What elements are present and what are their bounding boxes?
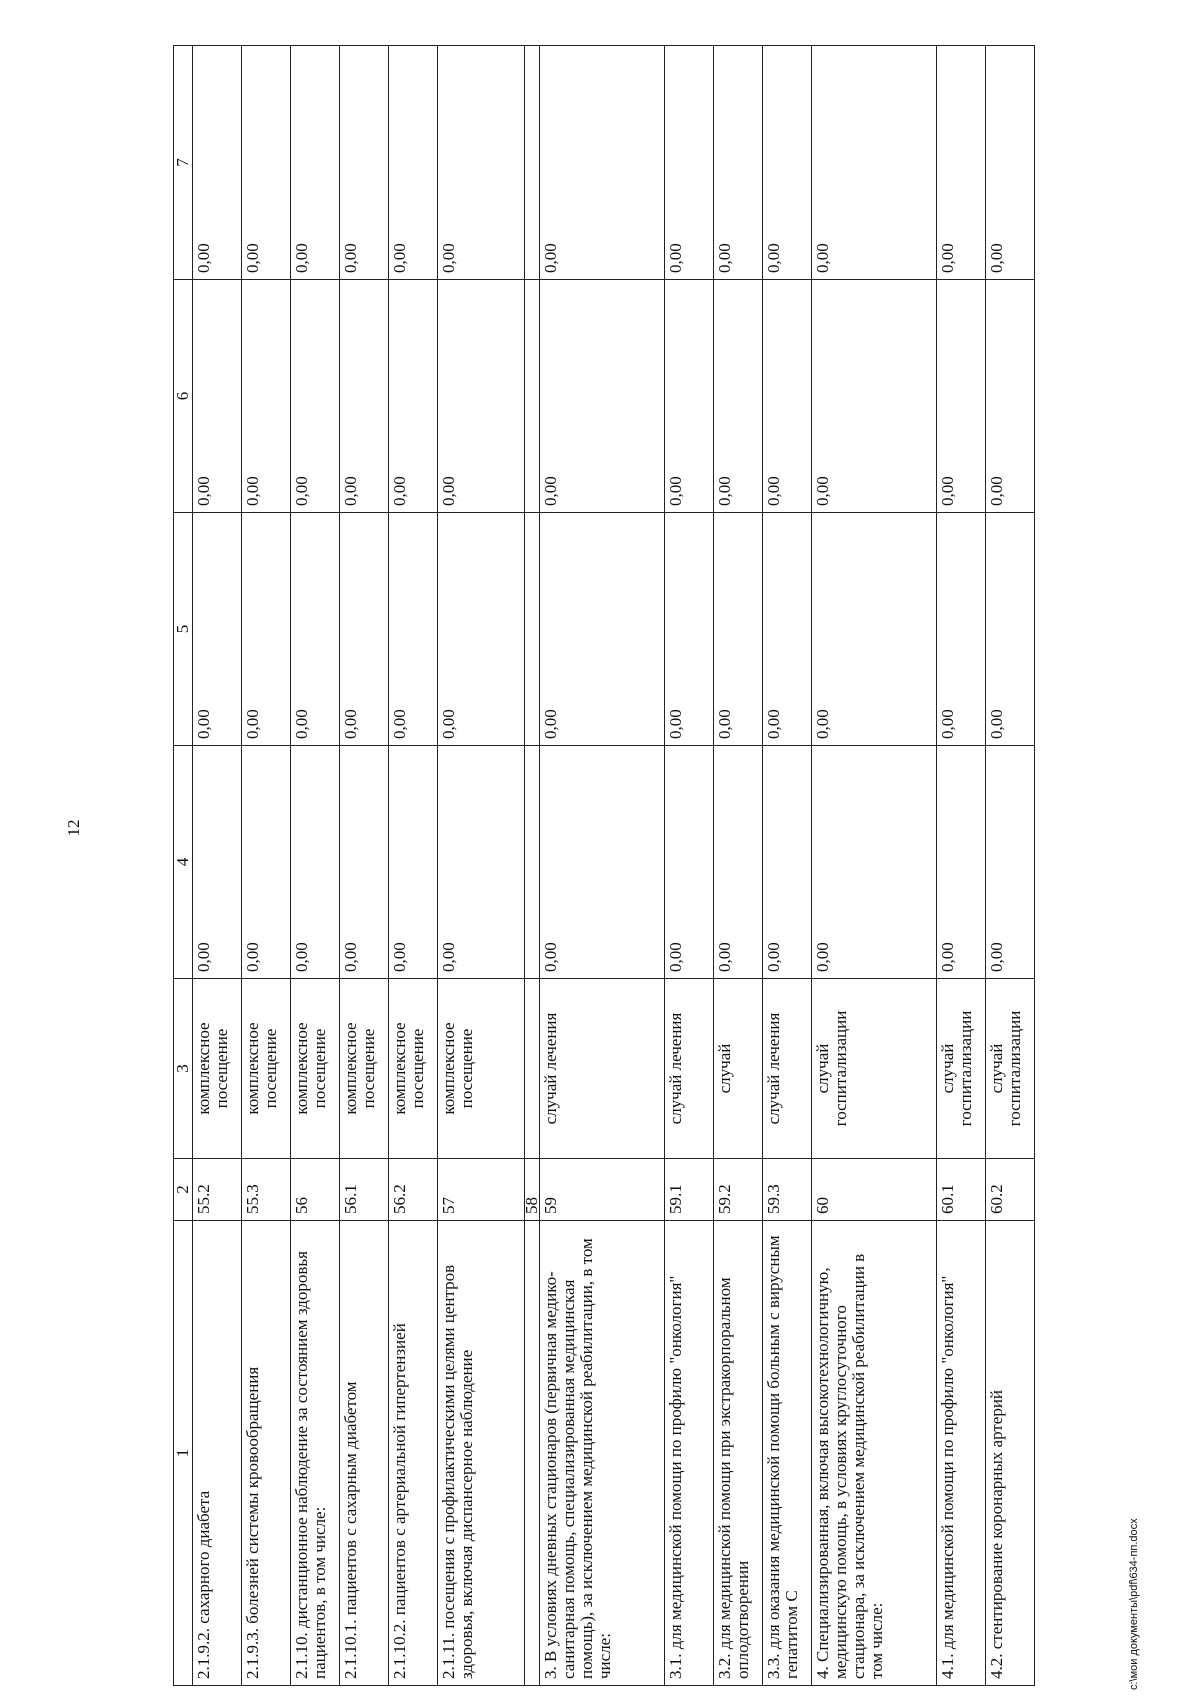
- row-name-cell: 3.3. для оказания медицинской помощи больным с вирусным гепатитом С: [763, 1221, 812, 1686]
- row-value-cell-6: 0,00: [291, 280, 340, 513]
- row-unit-cell: комплексное посещение: [340, 979, 389, 1159]
- row-value-cell-5: 0,00: [389, 513, 438, 746]
- row-value-cell-6: 0,00: [665, 280, 714, 513]
- table-row: [242, 46, 291, 1686]
- row-value-cell-4: 0,00: [389, 746, 438, 979]
- row-value-cell-7: 0,00: [291, 46, 340, 280]
- header-cell-2: 2: [174, 1159, 193, 1221]
- row-value-cell-4: 0,00: [340, 746, 389, 979]
- row-unit-cell: комплексное посещение: [438, 979, 525, 1159]
- row-name-cell: 3.2. для медицинской помощи при экстракорпоральном оплодотворении: [714, 1221, 763, 1686]
- table-row: [540, 46, 665, 1686]
- row-name-cell: 4.2. стентирование коронарных артерий: [986, 1221, 1035, 1686]
- row-value-cell-7: 0,00: [763, 46, 812, 280]
- row-value-cell-5: 0,00: [937, 513, 986, 746]
- row-value-cell-7: 0,00: [540, 46, 665, 280]
- page-number: 12: [64, 819, 83, 837]
- table-row: [812, 46, 937, 1686]
- row-value-cell-4: 0,00: [193, 746, 242, 979]
- header-cell-4: 4: [174, 746, 193, 979]
- table-row: [438, 46, 525, 1686]
- row-name-cell: 2.1.10.1. пациентов с сахарным диабетом: [340, 1221, 389, 1686]
- row-value-cell-5: [525, 513, 540, 746]
- row-value-cell-7: 0,00: [714, 46, 763, 280]
- row-value-cell-5: 0,00: [714, 513, 763, 746]
- table-row: [340, 46, 389, 1686]
- row-value-cell-5: 0,00: [193, 513, 242, 746]
- table-body: [174, 46, 1035, 1686]
- table-row: [763, 46, 812, 1686]
- table-row: [291, 46, 340, 1686]
- row-code-cell: 56.1: [340, 1159, 389, 1221]
- row-name-cell: 4.1. для медицинской помощи по профилю "онкология": [937, 1221, 986, 1686]
- row-name-cell: [525, 1221, 540, 1686]
- row-code-cell: 55.2: [193, 1159, 242, 1221]
- row-unit-cell: случай госпитализации: [812, 979, 937, 1159]
- row-unit-cell: случай лечения: [540, 979, 665, 1159]
- row-value-cell-6: 0,00: [763, 280, 812, 513]
- row-value-cell-7: 0,00: [193, 46, 242, 280]
- header-cell-3: 3: [174, 979, 193, 1159]
- row-name-cell: 2.1.9.3. болезней системы кровообращения: [242, 1221, 291, 1686]
- row-value-cell-5: 0,00: [438, 513, 525, 746]
- row-unit-cell: случай госпитализации: [986, 979, 1035, 1159]
- row-value-cell-5: 0,00: [986, 513, 1035, 746]
- row-value-cell-6: 0,00: [438, 280, 525, 513]
- row-value-cell-7: [525, 46, 540, 280]
- header-row: [174, 46, 193, 1686]
- row-value-cell-5: 0,00: [665, 513, 714, 746]
- row-code-cell: 56.2: [389, 1159, 438, 1221]
- table-row: [389, 46, 438, 1686]
- row-value-cell-5: 0,00: [540, 513, 665, 746]
- row-value-cell-6: 0,00: [986, 280, 1035, 513]
- row-value-cell-7: 0,00: [937, 46, 986, 280]
- row-unit-cell: случай: [714, 979, 763, 1159]
- row-name-cell: 2.1.11. посещения с профилактическими целями центров здоровья, включая диспансерное наблюдение: [438, 1221, 525, 1686]
- row-value-cell-6: 0,00: [714, 280, 763, 513]
- row-value-cell-4: 0,00: [937, 746, 986, 979]
- data-table: [173, 45, 1035, 1686]
- row-name-cell: 4. Специализированная, включая высокотехнологичную, медицинскую помощь, в условиях круглосуточного стационара, за исключением медицинской реабилитации в том числе:: [812, 1221, 937, 1686]
- row-name-cell: 3.1. для медицинской помощи по профилю "онкология": [665, 1221, 714, 1686]
- rotated-table-container: [173, 46, 1024, 1686]
- row-value-cell-6: 0,00: [540, 280, 665, 513]
- row-value-cell-4: 0,00: [763, 746, 812, 979]
- header-cell-5: 5: [174, 513, 193, 746]
- row-value-cell-4: 0,00: [986, 746, 1035, 979]
- row-value-cell-7: 0,00: [242, 46, 291, 280]
- row-code-cell: 59.1: [665, 1159, 714, 1221]
- row-value-cell-4: 0,00: [438, 746, 525, 979]
- row-code-cell: 59.2: [714, 1159, 763, 1221]
- row-unit-cell: комплексное посещение: [389, 979, 438, 1159]
- row-code-cell: 59: [540, 1159, 665, 1221]
- row-value-cell-6: 0,00: [193, 280, 242, 513]
- row-value-cell-7: 0,00: [340, 46, 389, 280]
- row-value-cell-7: 0,00: [389, 46, 438, 280]
- row-unit-cell: случай лечения: [763, 979, 812, 1159]
- table-row: [986, 46, 1035, 1686]
- row-unit-cell: комплексное посещение: [193, 979, 242, 1159]
- row-value-cell-5: 0,00: [242, 513, 291, 746]
- row-value-cell-6: 0,00: [340, 280, 389, 513]
- header-cell-6: 6: [174, 280, 193, 513]
- row-value-cell-6: 0,00: [812, 280, 937, 513]
- table-row: [525, 46, 540, 1686]
- row-value-cell-4: 0,00: [714, 746, 763, 979]
- table-row: [714, 46, 763, 1686]
- row-value-cell-5: 0,00: [763, 513, 812, 746]
- row-value-cell-4: 0,00: [540, 746, 665, 979]
- row-code-cell: 60.2: [986, 1159, 1035, 1221]
- row-value-cell-7: 0,00: [986, 46, 1035, 280]
- row-value-cell-6: 0,00: [242, 280, 291, 513]
- header-cell-7: 7: [174, 46, 193, 280]
- row-value-cell-6: 0,00: [937, 280, 986, 513]
- row-value-cell-7: 0,00: [812, 46, 937, 280]
- footer-file-path: c:\мои документы\pdf\634-пп.docx: [1128, 1518, 1140, 1690]
- row-code-cell: 58: [525, 1159, 540, 1221]
- row-code-cell: 55.3: [242, 1159, 291, 1221]
- row-name-cell: 2.1.9.2. сахарного диабета: [193, 1221, 242, 1686]
- row-code-cell: 60: [812, 1159, 937, 1221]
- header-cell-1: 1: [174, 1221, 193, 1686]
- row-value-cell-4: [525, 746, 540, 979]
- row-name-cell: 2.1.10.2. пациентов с артериальной гипертензией: [389, 1221, 438, 1686]
- row-code-cell: 56: [291, 1159, 340, 1221]
- row-name-cell: 2.1.10. дистанционное наблюдение за состоянием здоровья пациентов, в том числе:: [291, 1221, 340, 1686]
- row-unit-cell: [525, 979, 540, 1159]
- row-unit-cell: комплексное посещение: [242, 979, 291, 1159]
- row-code-cell: 59.3: [763, 1159, 812, 1221]
- row-value-cell-4: 0,00: [291, 746, 340, 979]
- row-unit-cell: случай госпитализации: [937, 979, 986, 1159]
- table-row: [937, 46, 986, 1686]
- row-value-cell-7: 0,00: [665, 46, 714, 280]
- row-value-cell-4: 0,00: [242, 746, 291, 979]
- row-value-cell-4: 0,00: [665, 746, 714, 979]
- row-code-cell: 60.1: [937, 1159, 986, 1221]
- row-value-cell-7: 0,00: [438, 46, 525, 280]
- row-value-cell-5: 0,00: [812, 513, 937, 746]
- row-code-cell: 57: [438, 1159, 525, 1221]
- row-name-cell: 3. В условиях дневных стационаров (первичная медико-санитарная помощь, специализированная медицинская помощь), за исключением медицинской реабилитации, в том числе:: [540, 1221, 665, 1686]
- row-unit-cell: случай лечения: [665, 979, 714, 1159]
- row-value-cell-5: 0,00: [340, 513, 389, 746]
- row-unit-cell: комплексное посещение: [291, 979, 340, 1159]
- row-value-cell-5: 0,00: [291, 513, 340, 746]
- table-row: [665, 46, 714, 1686]
- table-row: [193, 46, 242, 1686]
- row-value-cell-6: 0,00: [389, 280, 438, 513]
- row-value-cell-6: [525, 280, 540, 513]
- row-value-cell-4: 0,00: [812, 746, 937, 979]
